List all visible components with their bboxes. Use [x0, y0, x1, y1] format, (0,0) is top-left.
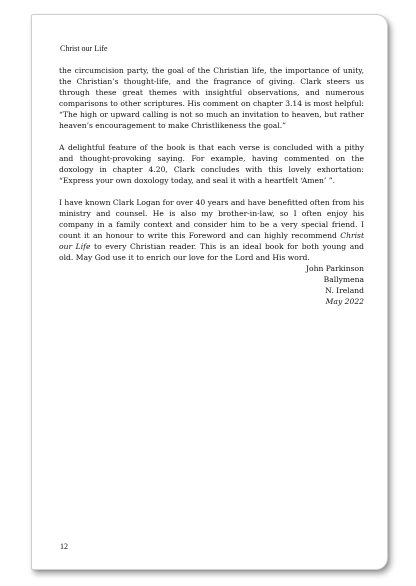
signature-town: Ballymena — [323, 275, 364, 284]
signature-block — [59, 263, 364, 307]
paragraph-1: the circumcision party, the goal of the Christian life, the importance of unity, the Christian’s thought-life, and the fragrance of giving. Clark steers us through these great themes with insightful observations, and numerous comparisons to other scriptures. His comment on chapter 3.14 is most helpful: “The high or upward calling is not so much an invitation to heaven, but rather heaven’s encouragement to make Christlikeness the goal.” — [59, 66, 364, 130]
page-number: 12 — [60, 542, 68, 551]
book-title-italic: Christ our Life — [59, 231, 364, 251]
body-text — [59, 65, 364, 307]
paragraph-3 — [59, 197, 364, 263]
signature-date: May 2022 — [325, 297, 364, 306]
paragraph-3-text-end: to every Christian reader. This is an ideal book for both young and old. May God use it to enrich our love for the Lord and His word. — [59, 242, 364, 262]
paragraph-2: A delightful feature of the book is that each verse is concluded with a pithy and thought-provoking saying. For example, having commented on the doxology in chapter 4.20, Clark concludes with this lovely exhortation: “Express your own doxology today, and seal it with a heartfelt ‘Amen’ ”. — [59, 143, 364, 185]
paragraph-3-text-start: I have known Clark Logan for over 40 years and have benefitted often from his ministry and counsel. He is also my brother-in-law, so I often enjoy his company in a family context and consider him to be a very special friend. I count it an honour to write this Foreword and can highly recommend — [59, 198, 364, 240]
signature-name: John Parkinson — [305, 264, 364, 273]
book-page — [31, 14, 388, 570]
signature-region: N. Ireland — [325, 286, 364, 295]
running-head: Christ our Life — [60, 44, 108, 53]
